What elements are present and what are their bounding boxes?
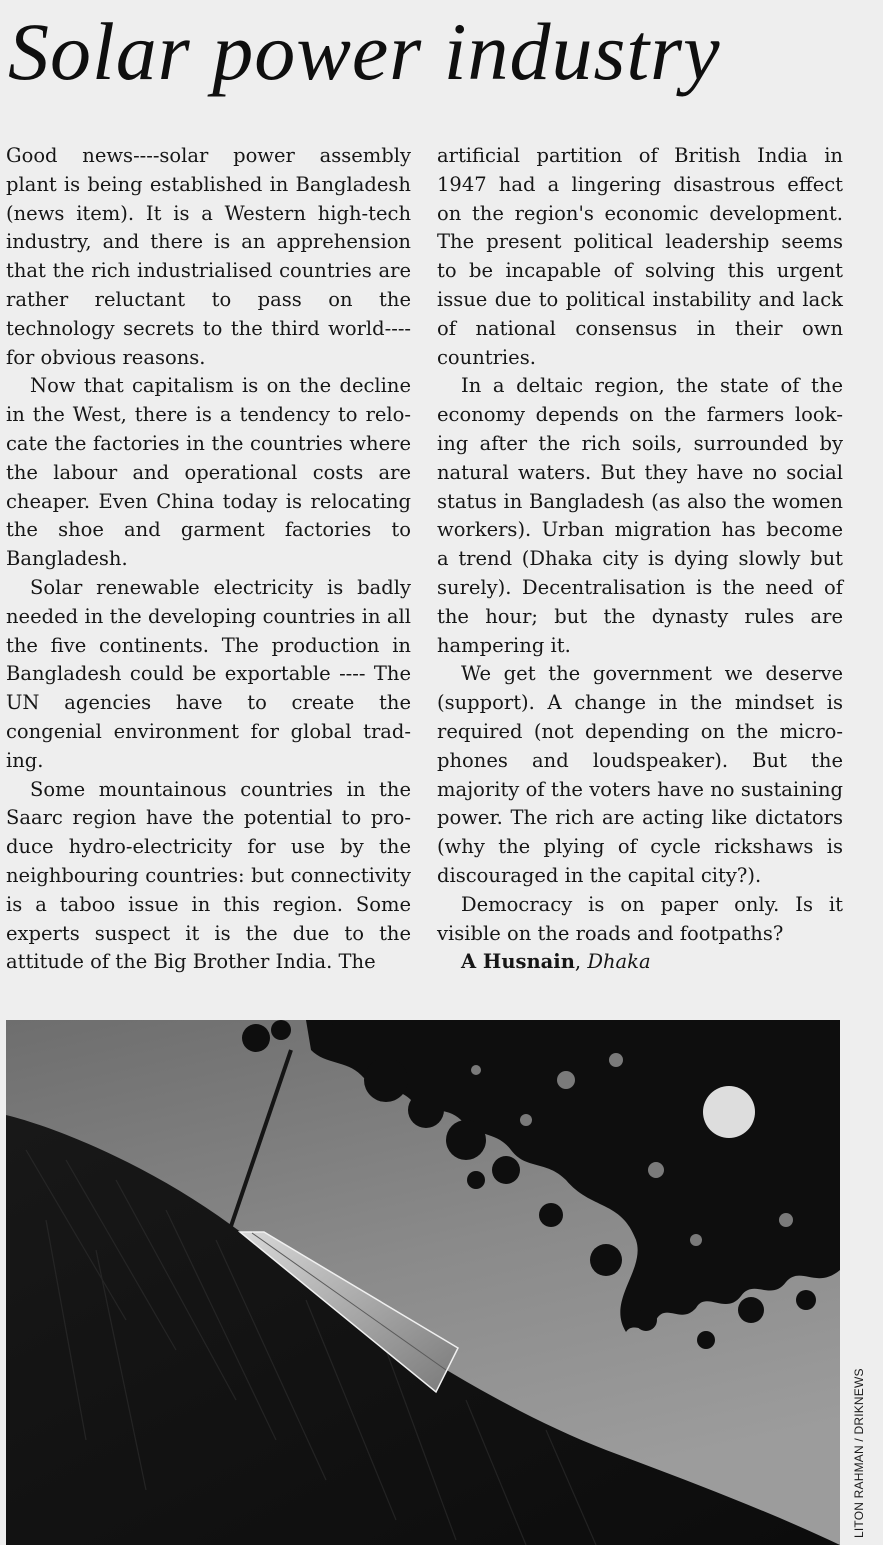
signature-separator: ,	[574, 950, 588, 974]
photo-illustration	[6, 1020, 840, 1545]
paragraph: We get the government we deserve (support). A change in the mindset is required (not depending on the microphones and loudspeaker). But the majority of the voters have no sustaining power. The rich are acting like dictators (why the plying of cycle rickshaws is discouraged in the capital city?).	[437, 662, 843, 887]
author-name: A Husnain	[461, 950, 575, 974]
article-column-right	[437, 142, 843, 977]
solar-panel-photo	[6, 1020, 840, 1545]
paragraph: Democracy is on paper only. Is it visible on the roads and footpaths?	[437, 892, 843, 945]
paragraph: artificial partition of British India in 1947 had a lingering disastrous effect on the region's economic development. The present political leadership seems to be incapable of solving this urgent issue due to political instability and lack of national consensus in their own countries.	[437, 144, 843, 369]
letter-signature	[437, 948, 843, 977]
author-city: Dhaka	[587, 950, 651, 974]
paragraph: Now that capitalism is on the decline in the West, there is a tendency to relocate the factories in the countries where the labour and operational costs are cheaper. Even China today is relocating the shoe and garment factories to Bangladesh.	[6, 374, 411, 571]
paragraph: In a deltaic region, the state of the economy depends on the farmers looking after the rich soils, surrounded by natural waters. But they have no social status in Bangladesh (as also the women workers). Urban migration has become a trend (Dhaka city is dying slowly but surely). Decentralisation is the need of the hour; but the dynasty rules are hampering it.	[437, 374, 843, 657]
paragraph: Some mountainous countries in the Saarc region have the potential to produce hydro-electricity for use by the neighbouring countries: but connectivity is a taboo issue in this region. Some experts suspect it is the due to the attitude of the Big Brother India. The	[6, 777, 411, 974]
headline: Solar power industry	[8, 6, 721, 97]
article-column-left	[6, 142, 411, 977]
paragraph: Solar renewable electricity is badly needed in the developing countries in all the five continents. The production in Bangladesh could be exportable ---- The UN agencies have to create the congenial environment for global trading.	[6, 575, 411, 772]
paragraph: Good news----solar power assembly plant is being established in Bangladesh (news item). It is a Western high-tech industry, and there is an apprehension that the rich industrialised countries are rather reluctant to pass on the technology secrets to the third world----for obvious reasons.	[6, 144, 411, 369]
photo-credit: LITON RAHMAN / DRIKNEWS	[852, 1368, 866, 1538]
